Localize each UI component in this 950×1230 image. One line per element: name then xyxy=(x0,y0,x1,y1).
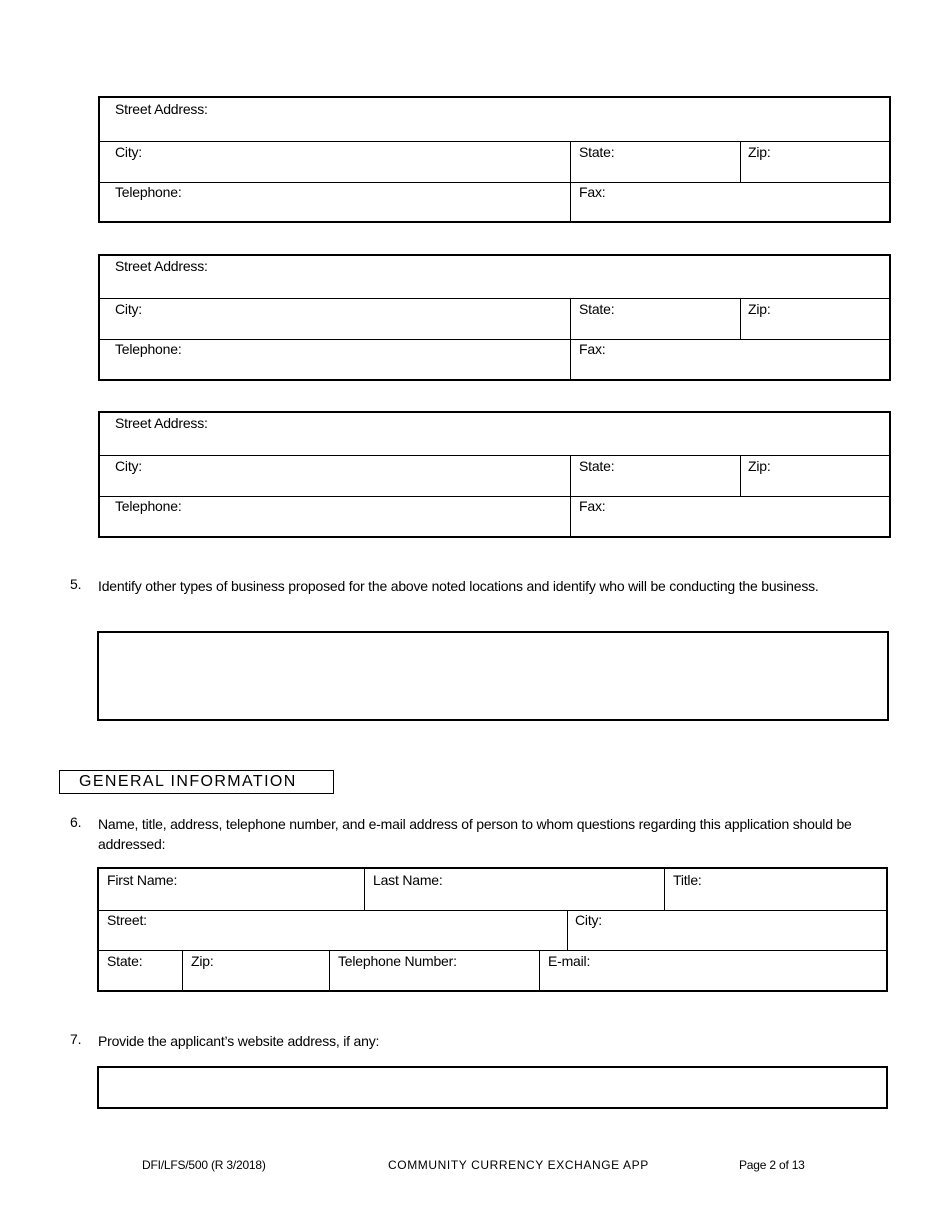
zip-label: Zip: xyxy=(748,301,771,317)
divider xyxy=(740,298,741,339)
divider xyxy=(100,141,889,142)
divider xyxy=(99,910,886,911)
divider xyxy=(740,141,741,182)
address-block-1 xyxy=(98,96,891,223)
divider xyxy=(329,950,330,990)
question-5-number: 5. xyxy=(70,576,82,592)
address-block-3 xyxy=(98,411,891,538)
title-label: Title: xyxy=(673,872,702,888)
last-name-label: Last Name: xyxy=(373,872,443,888)
telephone-label: Telephone: xyxy=(115,498,182,514)
first-name-label: First Name: xyxy=(107,872,178,888)
state-label: State: xyxy=(579,144,615,160)
footer-title: COMMUNITY CURRENCY EXCHANGE APP xyxy=(388,1158,649,1172)
divider xyxy=(99,950,886,951)
state-label: State: xyxy=(579,458,615,474)
divider xyxy=(100,298,889,299)
divider xyxy=(100,339,889,340)
telephone-label: Telephone: xyxy=(115,341,182,357)
zip-label: Zip: xyxy=(191,953,214,969)
divider xyxy=(740,455,741,496)
state-label: State: xyxy=(107,953,143,969)
fax-label: Fax: xyxy=(579,498,606,514)
divider xyxy=(539,950,540,990)
zip-label: Zip: xyxy=(748,458,771,474)
fax-label: Fax: xyxy=(579,184,606,200)
footer-page-number: Page 2 of 13 xyxy=(739,1158,805,1172)
email-label: E-mail: xyxy=(548,953,591,969)
street-address-label: Street Address: xyxy=(115,258,208,274)
question-6-number: 6. xyxy=(70,814,82,830)
divider xyxy=(100,496,889,497)
question-5-text: Identify other types of business proposed for the above noted locations and identify who will be conducting the business. xyxy=(98,578,819,594)
question-7-number: 7. xyxy=(70,1031,82,1047)
city-label: City: xyxy=(115,301,143,317)
divider xyxy=(664,869,665,910)
question-7-text: Provide the applicant’s website address, if any: xyxy=(98,1033,380,1049)
city-label: City: xyxy=(575,912,603,928)
telephone-label: Telephone: xyxy=(115,184,182,200)
divider xyxy=(567,910,568,950)
state-label: State: xyxy=(579,301,615,317)
street-label: Street: xyxy=(107,912,147,928)
divider xyxy=(364,869,365,910)
contact-person-table xyxy=(97,867,888,992)
website-answer-box[interactable] xyxy=(97,1066,888,1109)
section-header-general-information: GENERAL INFORMATION xyxy=(59,770,334,794)
street-address-label: Street Address: xyxy=(115,415,208,431)
question-5-answer-box[interactable] xyxy=(97,631,889,721)
footer-form-id: DFI/LFS/500 (R 3/2018) xyxy=(142,1158,266,1172)
divider xyxy=(570,141,571,221)
city-label: City: xyxy=(115,144,143,160)
divider xyxy=(100,455,889,456)
divider xyxy=(182,950,183,990)
divider xyxy=(100,182,889,183)
city-label: City: xyxy=(115,458,143,474)
fax-label: Fax: xyxy=(579,341,606,357)
question-6-text: Name, title, address, telephone number, and e-mail address of person to whom questions regarding this application should be addressed: xyxy=(98,816,852,852)
street-address-label: Street Address: xyxy=(115,101,208,117)
zip-label: Zip: xyxy=(748,144,771,160)
telephone-number-label: Telephone Number: xyxy=(338,953,457,969)
address-block-2 xyxy=(98,254,891,381)
